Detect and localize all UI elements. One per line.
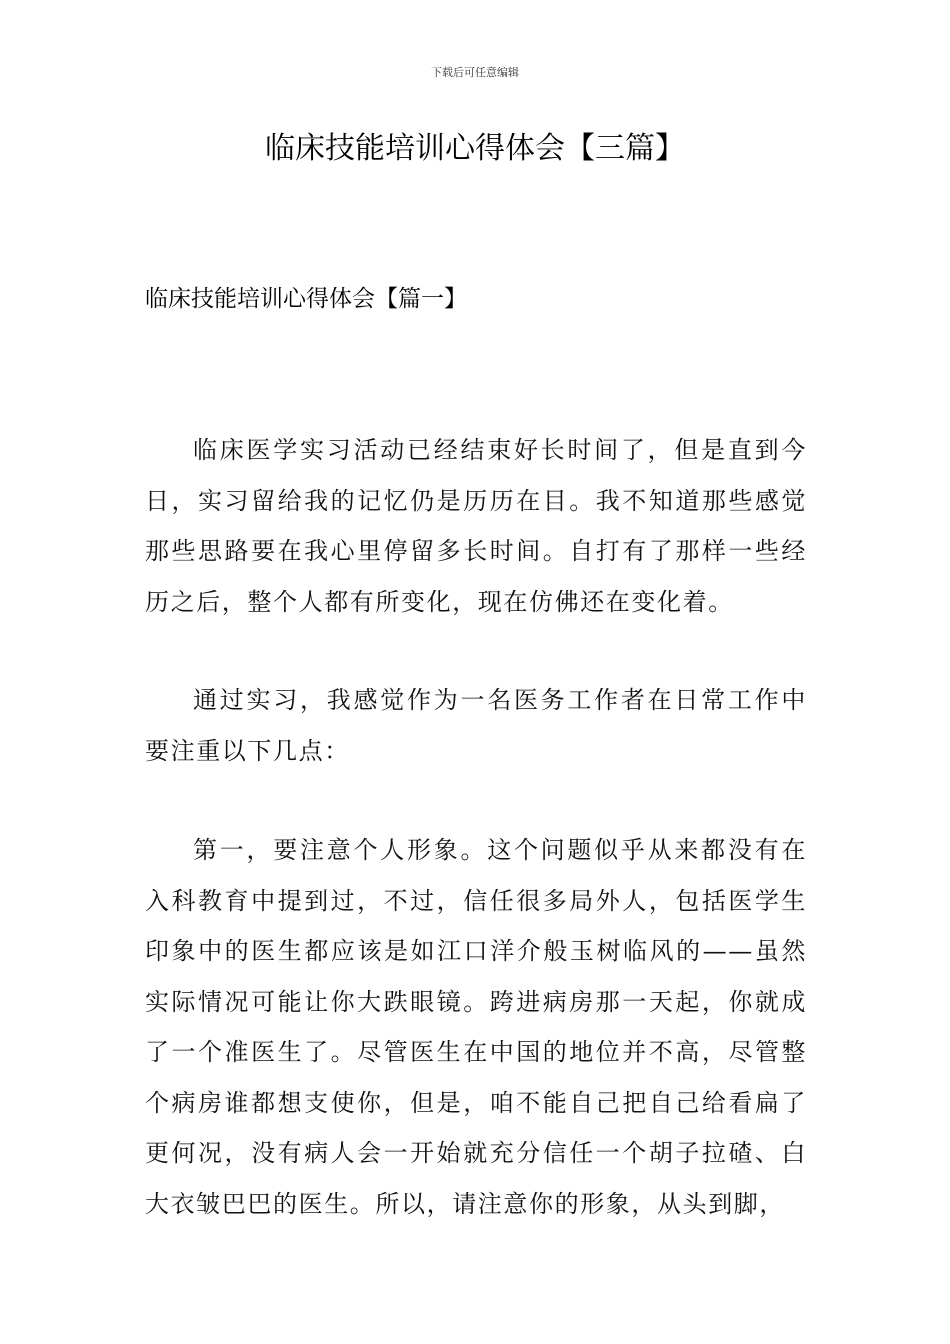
paragraph-block bbox=[145, 825, 807, 1229]
paragraph-block bbox=[145, 425, 807, 627]
header-note: 下载后可任意编辑 bbox=[431, 66, 519, 79]
paragraph-2: 通过实习，我感觉作为一名医务工作者在日常工作中要注重以下几点： bbox=[145, 686, 807, 765]
paragraph-3: 第一，要注意个人形象。这个问题似乎从来都没有在入科教育中提到过，不过，信任很多局外人，包括医学生印象中的医生都应该是如江口洋介般玉树临风的——虽然实际情况可能让你大跌眼镜。跨进病房那一天起，你就成了一个准医生了。尽管医生在中国的地位并不高，尽管整个病房谁都想支使你，但是，咱不能自己把自己给看扁了更何况，没有病人会一开始就充分信任一个胡子拉碴、白大衣皱巴巴的医生。所以，请注意你的形象，从头到脚， bbox=[145, 836, 807, 1218]
paragraph-1: 临床医学实习活动已经结束好长时间了，但是直到今日，实习留给我的记忆仍是历历在目。我不知道那些感觉那些思路要在我心里停留多长时间。自打有了那样一些经历之后，整个人都有所变化，现在仿佛还在变化着。 bbox=[145, 436, 807, 616]
document-title: 临床技能培训心得体会【三篇】 bbox=[265, 131, 685, 166]
paragraph-block bbox=[145, 675, 807, 776]
section-title: 临床技能培训心得体会【篇一】 bbox=[145, 286, 467, 312]
